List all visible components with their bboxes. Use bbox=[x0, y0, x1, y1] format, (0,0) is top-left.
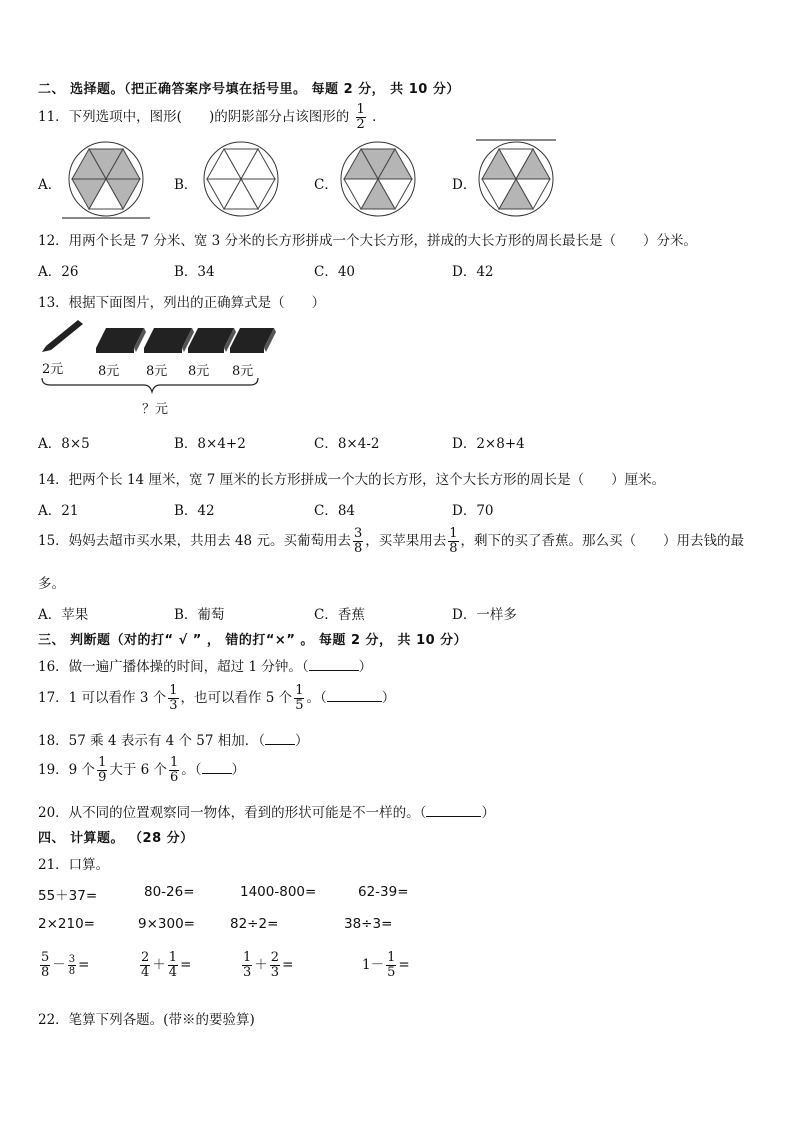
notebook-icon-3 bbox=[188, 328, 236, 353]
q21-f1-op: － bbox=[52, 957, 66, 973]
q15-option-a[interactable]: A．苹果 bbox=[38, 607, 89, 623]
notebook-icon-4 bbox=[230, 328, 276, 353]
q21-fraction-item-1 bbox=[38, 951, 89, 980]
q19-fraction-1 bbox=[97, 756, 107, 785]
q21-f4-eq: = bbox=[398, 957, 410, 973]
q11-option-b-label[interactable]: B． bbox=[174, 177, 198, 193]
question-21: 21．口算。 bbox=[38, 857, 110, 873]
q19-fraction-2-denominator: 6 bbox=[170, 770, 179, 785]
q21-f4-frac-b bbox=[386, 951, 396, 980]
q21-f4-b-numerator: 1 bbox=[387, 950, 396, 965]
q19-fraction-1-denominator: 9 bbox=[98, 770, 107, 785]
q19-text-b: 大于 6 个 bbox=[109, 762, 168, 778]
question-17 bbox=[38, 684, 395, 713]
q21-f2-a-numerator: 2 bbox=[141, 950, 150, 965]
q13-price-book-2: 8元 bbox=[146, 364, 168, 379]
q21-f1-eq: = bbox=[78, 957, 90, 973]
q19-text-a: 19．9 个 bbox=[38, 762, 96, 778]
q17-fraction-2 bbox=[294, 684, 304, 713]
q21-f2-b-numerator: 1 bbox=[168, 950, 178, 965]
q13-option-d[interactable]: D．2×8+4 bbox=[452, 436, 525, 452]
q15-option-c[interactable]: C．香蕉 bbox=[314, 607, 365, 623]
q19-fraction-2 bbox=[169, 756, 179, 785]
question-19 bbox=[38, 756, 245, 785]
q15-text-c: ，剩下的买了香蕉。那么买（ ）用去钱的最 bbox=[460, 533, 745, 549]
q21-f2-b-denominator: 4 bbox=[168, 965, 178, 980]
q13-picture bbox=[36, 318, 276, 418]
q21-f3-b-denominator: 3 bbox=[270, 965, 280, 980]
q16-text: 16．做一遍广播体操的时间，超过 1 分钟。（ bbox=[38, 659, 309, 675]
q19-text-c: 。（ bbox=[181, 762, 202, 778]
q19-fraction-2-numerator: 1 bbox=[170, 755, 179, 770]
q21-item-7: 82÷2= bbox=[230, 916, 279, 932]
q15-fraction-1 bbox=[353, 527, 363, 556]
q11-option-b-figure[interactable] bbox=[200, 140, 282, 220]
q15-fraction-2-numerator: 1 bbox=[449, 526, 458, 541]
q15-option-d[interactable]: D．一样多 bbox=[452, 607, 517, 623]
q14-option-a[interactable]: A．21 bbox=[38, 503, 79, 519]
q15-fraction-2-denominator: 8 bbox=[449, 541, 458, 556]
q16-end: ） bbox=[358, 659, 373, 675]
q21-f3-frac-a bbox=[242, 951, 252, 980]
q17-fraction-1 bbox=[168, 684, 178, 713]
question-16 bbox=[38, 655, 372, 675]
q13-total: ？元 bbox=[142, 402, 169, 417]
notebook-icon-1 bbox=[96, 328, 146, 353]
q11-option-d-figure[interactable] bbox=[474, 138, 558, 220]
q21-f1-a-numerator: 5 bbox=[41, 950, 50, 965]
question-15 bbox=[38, 527, 744, 556]
question-22: 22．笔算下列各题。(带※的要验算) bbox=[38, 1012, 255, 1028]
notebook-icon-2 bbox=[144, 328, 194, 353]
q18-end: ） bbox=[295, 733, 309, 749]
q21-item-5: 2×210= bbox=[38, 916, 95, 932]
question-20 bbox=[38, 801, 495, 821]
q21-f1-frac-a bbox=[40, 951, 50, 980]
section-3-title: 三、 判断题（对的打“ √ ” ， 错的打“×” 。 每题 2 分， 共 10 分） bbox=[38, 633, 468, 648]
question-11 bbox=[38, 103, 386, 132]
q21-f1-b-numerator: 3 bbox=[68, 954, 76, 965]
q11-option-c-figure[interactable] bbox=[337, 140, 419, 220]
q15-option-b[interactable]: B．葡萄 bbox=[174, 607, 225, 623]
pen-icon bbox=[42, 320, 83, 352]
q13-price-book-4: 8元 bbox=[232, 364, 254, 379]
q21-fraction-item-4 bbox=[362, 951, 410, 980]
q15-text-a: 15．妈妈去超市买水果，共用去 48 元。买葡萄用去 bbox=[38, 533, 351, 549]
q21-item-4: 62-39= bbox=[358, 884, 409, 900]
q21-f4-b-denominator: 5 bbox=[387, 965, 396, 980]
q13-option-c[interactable]: C．8×4-2 bbox=[314, 436, 380, 452]
q21-f3-eq: = bbox=[282, 957, 294, 973]
question-13: 13．根据下面图片，列出的正确算式是（ ） bbox=[38, 295, 326, 311]
q17-end: ） bbox=[381, 690, 396, 706]
q21-item-2: 80-26= bbox=[144, 884, 195, 900]
q14-option-d[interactable]: D．70 bbox=[452, 503, 494, 519]
q21-f2-frac-b bbox=[168, 951, 178, 980]
q17-text-b: ，也可以看作 5 个 bbox=[180, 690, 293, 706]
q11-option-a-label[interactable]: A． bbox=[38, 177, 62, 193]
q13-price-book-3: 8元 bbox=[188, 364, 210, 379]
q21-f1-a-denominator: 8 bbox=[41, 965, 50, 980]
q14-option-c[interactable]: C．84 bbox=[314, 503, 356, 519]
q17-text-a: 17．1 可以看作 3 个 bbox=[38, 690, 167, 706]
q17-answer-blank[interactable] bbox=[327, 689, 382, 702]
q21-f3-a-numerator: 1 bbox=[243, 950, 252, 965]
q21-fraction-item-2 bbox=[138, 951, 191, 980]
q18-text: 18．57 乘 4 表示有 4 个 57 相加．（ bbox=[38, 733, 266, 749]
q21-f1-b-denominator: 8 bbox=[68, 966, 76, 977]
q15-fraction-1-numerator: 3 bbox=[353, 526, 363, 541]
q13-option-b[interactable]: B．8×4+2 bbox=[174, 436, 246, 452]
question-18 bbox=[38, 729, 309, 749]
q14-option-b[interactable]: B．42 bbox=[174, 503, 215, 519]
q12-option-a[interactable]: A．26 bbox=[38, 264, 79, 280]
q21-fraction-item-3 bbox=[240, 951, 293, 980]
q20-end: ） bbox=[481, 805, 495, 821]
q19-answer-blank[interactable] bbox=[202, 761, 232, 774]
q18-answer-blank[interactable] bbox=[265, 732, 295, 745]
q11-option-c-label[interactable]: C． bbox=[314, 177, 338, 193]
q21-f3-op: ＋ bbox=[254, 957, 268, 973]
q21-f3-a-denominator: 3 bbox=[243, 965, 252, 980]
q21-f1-frac-b bbox=[68, 954, 76, 977]
q21-f2-a-denominator: 4 bbox=[141, 965, 150, 980]
q11-fraction-denominator: 2 bbox=[356, 117, 365, 132]
q21-f2-eq: = bbox=[180, 957, 192, 973]
question-12: 12．用两个长是 7 分米、宽 3 分米的长方形拼成一个大长方形，拼成的大长方形的周长最长是（ ）分米。 bbox=[38, 233, 698, 249]
q12-option-d[interactable]: D．42 bbox=[452, 264, 494, 280]
q21-f2-op: ＋ bbox=[152, 957, 166, 973]
q21-f3-b-numerator: 2 bbox=[270, 950, 280, 965]
q12-option-b[interactable]: B．34 bbox=[174, 264, 215, 280]
q21-f2-frac-a bbox=[140, 951, 150, 980]
q11-text-end: ． bbox=[372, 109, 386, 125]
q21-item-8: 38÷3= bbox=[344, 916, 393, 932]
q13-price-book-1: 8元 bbox=[98, 364, 120, 379]
q15-text-b: ，买苹果用去 bbox=[365, 533, 447, 549]
q11-fraction bbox=[356, 103, 366, 132]
q11-text: 11．下列选项中，图形( )的阴影部分占该图形的 bbox=[38, 109, 350, 125]
q17-fraction-2-numerator: 1 bbox=[295, 683, 304, 698]
section-4-title: 四、 计算题。 （28 分） bbox=[38, 831, 194, 846]
section-2-title: 二、 选择题。（把正确答案序号填在括号里。 每题 2 分， 共 10 分） bbox=[38, 82, 460, 97]
q20-text: 20．从不同的位置观察同一物体，看到的形状可能是不一样的。（ bbox=[38, 805, 427, 821]
q17-fraction-2-denominator: 5 bbox=[295, 698, 304, 713]
q17-text-c: 。（ bbox=[306, 690, 327, 706]
q20-answer-blank[interactable] bbox=[426, 804, 481, 817]
q21-item-1: 55＋37= bbox=[38, 888, 98, 904]
q17-fraction-1-denominator: 3 bbox=[169, 698, 178, 713]
q19-fraction-1-numerator: 1 bbox=[98, 755, 107, 770]
q11-option-a-figure[interactable] bbox=[62, 140, 150, 220]
q13-price-pen: 2元 bbox=[42, 362, 64, 377]
q15-fraction-2 bbox=[448, 527, 458, 556]
q16-answer-blank[interactable] bbox=[309, 658, 359, 671]
q15-fraction-1-denominator: 8 bbox=[353, 541, 363, 556]
q21-item-3: 1400-800= bbox=[240, 884, 317, 900]
q21-f3-frac-b bbox=[270, 951, 280, 980]
q11-fraction-numerator: 1 bbox=[356, 102, 365, 117]
question-14: 14．把两个长 14 厘米，宽 7 厘米的长方形拼成一个大的长方形，这个大长方形的周长是（ ）厘米。 bbox=[38, 472, 666, 488]
q21-f4-whole: 1－ bbox=[362, 957, 385, 973]
q11-option-d-label[interactable]: D． bbox=[452, 177, 477, 193]
q12-option-c[interactable]: C．40 bbox=[314, 264, 356, 280]
q19-end: ） bbox=[231, 762, 246, 778]
q15-text-d: 多。 bbox=[38, 576, 65, 592]
q21-item-6: 9×300= bbox=[138, 916, 195, 932]
q17-fraction-1-numerator: 1 bbox=[169, 683, 178, 698]
q13-option-a[interactable]: A．8×5 bbox=[38, 436, 90, 452]
